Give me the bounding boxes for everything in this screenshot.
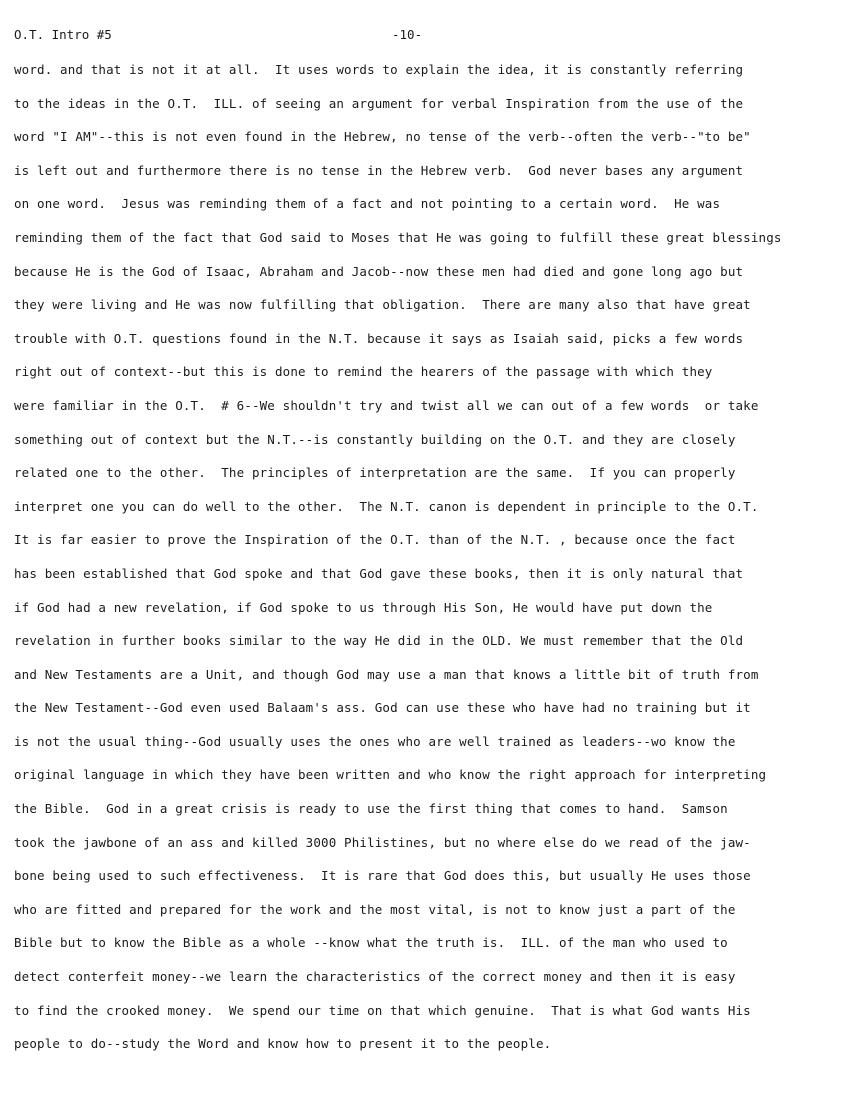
- text-line: revelation in further books similar to the way He did in the OLD. We must remember that the Old: [14, 633, 744, 649]
- text-line: word "I AM"--this is not even found in the Hebrew, no tense of the verb--often the verb--"to be": [14, 129, 751, 145]
- text-line: interpret one you can do well to the other. The N.T. canon is dependent in principle to the O.T.: [14, 498, 759, 514]
- text-line: something out of context but the N.T.--is constantly building on the O.T. and they are closely: [14, 431, 736, 447]
- text-line: original language in which they have been written and who know the right approach for interpreting: [14, 767, 767, 783]
- text-line: the Bible. God in a great crisis is ready to use the first thing that comes to hand. Samson: [14, 801, 728, 817]
- text-line: on one word. Jesus was reminding them of a fact and not pointing to a certain word. He was: [14, 196, 721, 212]
- text-line: who are fitted and prepared for the work and the most vital, is not to know just a part of the: [14, 901, 736, 917]
- text-line: trouble with O.T. questions found in the N.T. because it says as Isaiah said, picks a few words: [14, 330, 744, 346]
- text-line: because He is the God of Isaac, Abraham and Jacob--now these men had died and gone long ago but: [14, 263, 744, 279]
- text-line: reminding them of the fact that God said to Moses that He was going to fulfill these great blessings: [14, 229, 782, 245]
- text-line: related one to the other. The principles of interpretation are the same. If you can properly: [14, 465, 736, 481]
- text-line: Bible but to know the Bible as a whole --know what the truth is. ILL. of the man who used to: [14, 935, 728, 951]
- text-line: has been established that God spoke and that God gave these books, then it is only natural that: [14, 565, 744, 581]
- text-line: they were living and He was now fulfilling that obligation. There are many also that have great: [14, 297, 751, 313]
- text-line: It is far easier to prove the Inspiration of the O.T. than of the N.T. , because once the fact: [14, 532, 736, 548]
- text-line: to find the crooked money. We spend our time on that which genuine. That is what God wants His: [14, 1002, 751, 1018]
- page-number: -10-: [392, 27, 423, 42]
- text-line: to the ideas in the O.T. ILL. of seeing an argument for verbal Inspiration from the use of the: [14, 95, 744, 111]
- text-line: and New Testaments are a Unit, and though God may use a man that knows a little bit of truth from: [14, 666, 759, 682]
- document-header-title: O.T. Intro #5: [14, 27, 112, 42]
- text-line: the New Testament--God even used Balaam's ass. God can use these who have had no training but it: [14, 700, 751, 716]
- text-line: if God had a new revelation, if God spoke to us through His Son, He would have put down the: [14, 599, 713, 615]
- text-line: took the jawbone of an ass and killed 3000 Philistines, but no where else do we read of the jaw-: [14, 834, 751, 850]
- text-line: is left out and furthermore there is no tense in the Hebrew verb. God never bases any argument: [14, 162, 744, 178]
- text-line: bone being used to such effectiveness. It is rare that God does this, but usually He uses those: [14, 868, 751, 884]
- text-line: detect conterfeit money--we learn the characteristics of the correct money and then it is easy: [14, 969, 736, 985]
- body-text: [14, 60, 848, 1068]
- text-line: were familiar in the O.T. # 6--We shouldn't try and twist all we can out of a few words or take: [14, 397, 759, 413]
- text-line: right out of context--but this is done to remind the hearers of the passage with which they: [14, 364, 713, 380]
- text-line: people to do--study the Word and know how to present it to the people.: [14, 1036, 552, 1052]
- text-line: word. and that is not it at all. It uses words to explain the idea, it is constantly referring: [14, 62, 744, 77]
- text-line: is not the usual thing--God usually uses the ones who are well trained as leaders--wo know the: [14, 733, 736, 749]
